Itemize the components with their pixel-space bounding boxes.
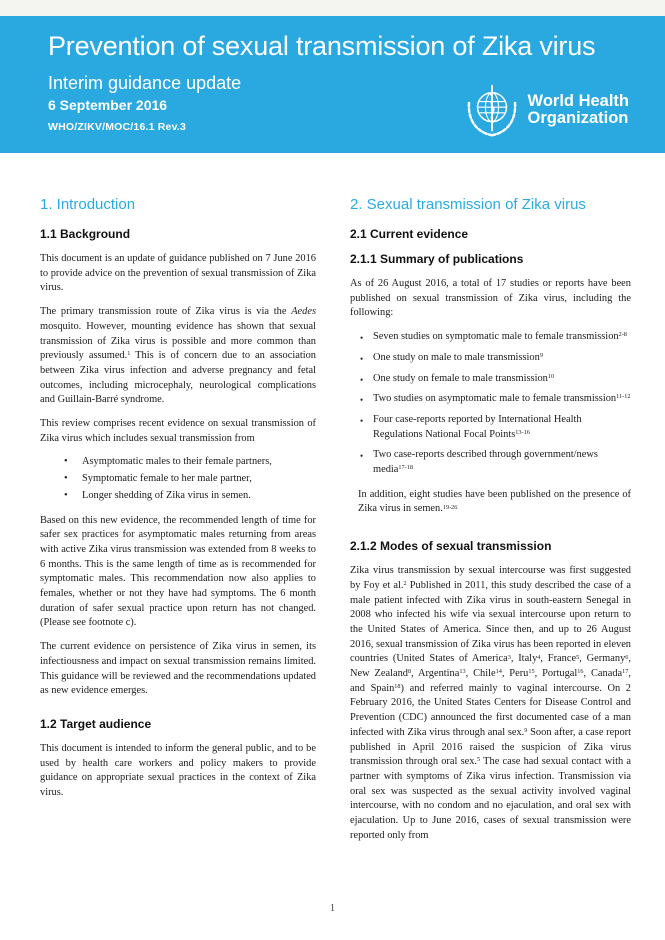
section-heading-introduction: 1. Introduction (40, 196, 136, 213)
paragraph-evidence-limits: The current evidence on persistence of Zika virus in semen, its infectiousness and impact on sexual transmission remains limited. This guidance will be reviewed and the recommendations updated as new evidence emerges. (40, 641, 316, 697)
subsection-heading-modes: 2.1.2 Modes of sexual transmission (350, 539, 552, 554)
section-heading-sexual-transmission: 2. Sexual transmission of Zika virus (350, 196, 586, 213)
bullet-item: • Seven studies on symptomatic male to female transmission$^{2-8}$ (350, 330, 631, 345)
who-emblem-icon (464, 82, 520, 138)
paragraph-update-notice: This document is an update of guidance published on 7 June 2016 to provide advice on the prevention of sexual transmission of Zika virus. (40, 253, 316, 294)
document-subtitle: Interim guidance update (48, 73, 242, 93)
who-logo-line1: World Health (527, 91, 629, 110)
subsection-heading-current-evidence: 2.1 Current evidence (350, 227, 469, 241)
bullet-list-transmission-types (40, 455, 316, 503)
paragraph-publications-count: As of 26 August 2016, a total of 17 studies or reports have been published on sexual transmission of Zika virus, including the following: (350, 278, 631, 319)
paragraph-target-audience: This document is intended to inform the general public, and to be used by health care workers and policy makers to provide guidance on appropriate sexual practices in the context of Zika virus. (40, 742, 316, 799)
bullet-item: • One study on female to male transmission$^{10}$ (350, 372, 631, 387)
bullet-item: • Asymptomatic males to their female partners, (40, 455, 316, 470)
paragraph-semen-studies: In addition, eight studies have been published on the presence of Zika virus in semen.$^{19-26}$ (358, 488, 631, 515)
document-title: Prevention of sexual transmission of Zika virus (48, 31, 596, 61)
subsection-heading-background: 1.1 Background (40, 227, 131, 241)
bullet-item: • Longer shedding of Zika virus in semen. (40, 489, 316, 504)
subsection-heading-summary-publications: 2.1.1 Summary of publications (350, 252, 524, 266)
left-column (40, 196, 316, 810)
page-number: 1 (330, 903, 335, 914)
document-date: 6 September 2016 (48, 97, 168, 113)
bullet-item: • Symptomatic female to her male partner, (40, 472, 316, 487)
bullet-item: • Four case-reports reported by International Health Regulations National Focal Points$^{13-16}$ (350, 413, 631, 442)
paragraph-review-scope: This review comprises recent evidence on sexual transmission of Zika virus which includes sexual transmission from (40, 418, 316, 444)
who-logo-line2: Organization (527, 109, 629, 127)
bullet-list-publications (350, 330, 631, 478)
subsection-heading-target-audience: 1.2 Target audience (40, 716, 152, 731)
who-logo (464, 82, 629, 138)
paragraph-recommendation-change: Based on this new evidence, the recommended length of time for safer sex practices for asymptomatic males returning from areas with active Zika virus transmission was extended from 8 weeks to 6 months. This is the same length of time as is recommended for symptomatic males. This recommendation now also applies to females, whether or not they have had symptoms. The 6 month duration of safer sexual practice upon return has not changed. (Please see footnote c). (40, 514, 316, 629)
page-footer (0, 898, 665, 916)
right-column (350, 196, 631, 853)
paragraph-modes-of-transmission: Zika virus transmission by sexual intercourse was first suggested by Foy et al.$^2$ Published in 2011, this study described the case of a male patient infected with Zika virus in south-eastern Senegal in 2008 who infected his wife via sexual intercourse upon return to the United States of America. Since then, and up to 26 August 2016, sexual transmission of Zika virus has been reported in eleven countries (United States of America$^3$, Italy$^4$, France$^5$, Germany$^6$, New Zealand$^8$, Argentina$^{13}$, Chile$^{14}$, Peru$^{15}$, Portugal$^{16}$, Canada$^{17}$, and Spain$^{18}$) and referred mainly to vaginal intercourse. On 2 February 2016, the United States Centers for Disease Control and Prevention (CDC) announced the first documented case of a man infected with Zika virus through anal sex.$^9$ Soon after, a case report published in April 2016 raised the suspicion of Zika virus transmission through oral sex.$^5$ The case had sexual contact with a partner with symptoms of Zika virus infection. Transmission via oral sex was suspected as the sexual activity involved vaginal intercourse, with no condom and no ejaculation, and oral sex with ejaculation. Up to June 2016, cases of sexual transmission were reported only from (350, 565, 631, 841)
who-logo-text (528, 93, 629, 128)
bullet-item: • Two case-reports described through government/news media$^{17-18}$ (350, 448, 631, 477)
paragraph-primary-route: The primary transmission route of Zika virus is via the Aedes mosquito. However, mounting evidence has shown that sexual transmission of Zika virus is possible and more common than previously assumed.$^1$ This is of concern due to an association between Zika virus infection and adverse pregnancy and fetal outcomes, including microcephaly, neurological complications and Guillain-Barré syndrome. (40, 306, 316, 406)
document-header (0, 16, 665, 153)
bullet-item: • One study on male to male transmission$^9$ (350, 351, 631, 366)
document-reference-code: WHO/ZIKV/MOC/16.1 Rev.3 (48, 121, 187, 133)
page-top-margin (0, 0, 665, 16)
bullet-item: • Two studies on asymptomatic male to female transmission$^{11-12}$ (350, 392, 631, 407)
